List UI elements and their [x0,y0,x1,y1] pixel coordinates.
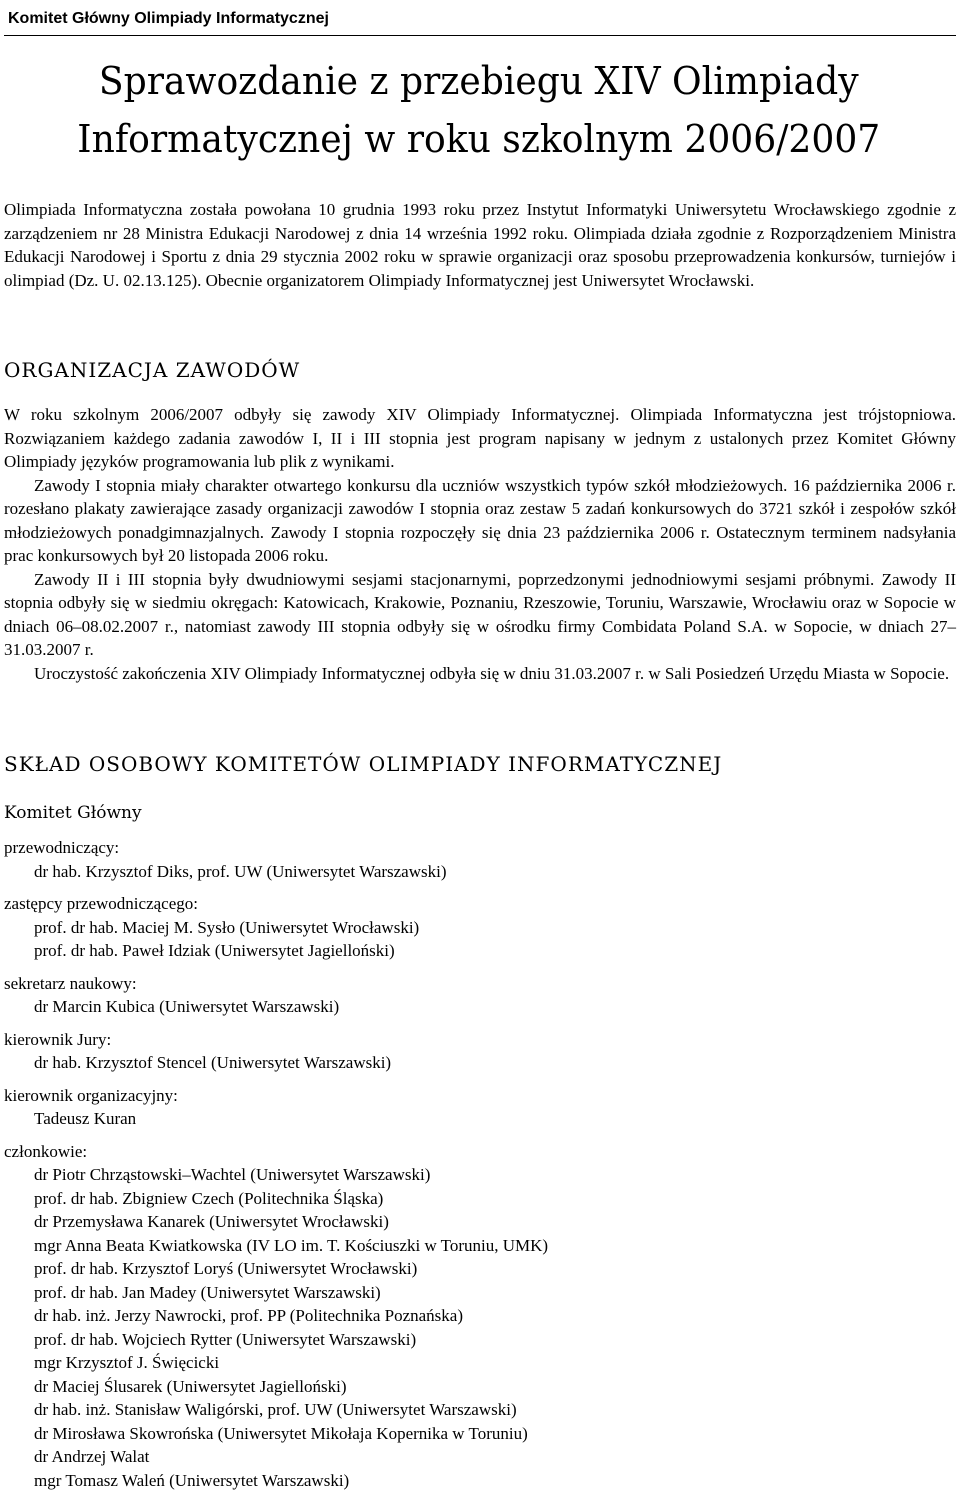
title-line-2: Informatycznej w roku szkolnym 2006/2007 [77,117,881,161]
member-name: prof. dr hab. Krzysztof Loryś (Uniwersytet Wrocławski) [34,1259,418,1278]
member-name: prof. dr hab. Jan Madey (Uniwersytet Warszawski) [34,1282,381,1302]
section-heading-organizacja: ORGANIZACJA ZAWODÓW [4,358,301,382]
member-name: dr hab. Krzysztof Stencel (Uniwersytet Warszawski) [34,1053,392,1072]
member-name: dr Piotr Chrząstowski–Wachtel (Uniwersytet Warszawski) [34,1165,431,1184]
role-kierownik-organizacyjny [4,1084,956,1131]
role-label: sekretarz naukowy: [4,973,137,993]
member-name: Tadeusz Kuran [34,1109,137,1128]
role-zastepcy [4,892,956,963]
member-name: dr hab. inż. Stanisław Waligórski, prof. UW (Uniwersytet Warszawski) [34,1400,517,1419]
organizacja-paragraph: W roku szkolnym 2006/2007 odbyły się zawody XIV Olimpiady Informatycznej. Olimpiada Informatyczna jest trójstopniowa. Rozwiązaniem każdego zadania zawodów I, II i III stopnia jest program napisany w jednym z ustalonych przez Komitet Główny Olimpiady języków programowania lub plik z wynikami. [4,405,956,471]
role-label: kierownik Jury: [4,1029,112,1049]
member-name: mgr Tomasz Waleń (Uniwersytet Warszawski) [34,1470,350,1490]
organizacja-paragraph: Zawody II i III stopnia były dwudniowymi sesjami stacjonarnymi, poprzedzonymi jednodniowymi sesjami próbnymi. Zawody II stopnia odbyły się w siedmiu okręgach: Katowicach, Krakowie, Poznaniu, Rzeszowie, Toruniu, Warszawie, Wrocławiu oraz w Sopocie w dniach 06–08.02.2007 r., natomiast zawody III stopnia odbyły się w ośrodku firmy Combidata Poland S.A. w Sopocie, w dniach 27–31.03.2007 r. [4,569,956,659]
role-label: przewodniczący: [4,838,120,857]
member-name: dr Andrzej Walat [34,1447,150,1466]
member-name: mgr Krzysztof J. Święcicki [34,1353,220,1372]
role-kierownik-jury [4,1028,956,1075]
member-name: prof. dr hab. Wojciech Rytter (Uniwersytet Warszawski) [34,1329,417,1349]
member-name: prof. dr hab. Paweł Idziak (Uniwersytet Jagielloński) [34,941,395,960]
member-name: prof. dr hab. Maciej M. Sysło (Uniwersytet Wrocławski) [34,917,420,937]
role-label: zastępcy przewodniczącego: [4,894,198,913]
member-name: dr Maciej Ślusarek (Uniwersytet Jagielloński) [34,1376,347,1396]
page-title [0,52,958,168]
organizacja-paragraph: Uroczystość zakończenia XIV Olimpiady Informatycznej odbyła się w dniu 31.03.2007 r. w Sali Posiedzeń Urzędu Miasta w Sopocie. [34,663,950,683]
running-header [4,2,956,36]
committee-roles-list [4,836,956,1501]
member-name: dr Przemysława Kanarek (Uniwersytet Wrocławski) [34,1212,389,1231]
organizacja-body [4,403,956,685]
role-przewodniczacy [4,836,956,883]
role-czlonkowie [4,1140,956,1493]
intro-text: Olimpiada Informatyczna została powołana 10 grudnia 1993 roku przez Instytut Informatyki Uniwersytetu Wrocławskiego zgodnie z zarządzeniem nr 28 Ministra Edukacji Narodowej z dnia 14 września 1992 roku. Olimpiada działa zgodnie z Rozporządzeniem Ministra Edukacji Narodowej i Sportu z dnia 29 stycznia 2002 roku w sprawie organizacji oraz sposobu przeprowadzenia konkursów, turniejów i olimpiad (Dz. U. 02.13.125). Obecnie organizatorem Olimpiady Informatycznej jest Uniwersytet Wrocławski. [4,200,956,290]
organizacja-paragraph: Zawody I stopnia miały charakter otwartego konkursu dla uczniów wszystkich typów szkół młodzieżowych. 16 października 2006 r. rozesłano plakaty zawierające zasady organizacji zawodów I stopnia oraz zestaw 5 zadań konkursowych do 3721 szkół i zespołów szkół młodzieżowych ponadgimnazjalnych. Zawody I stopnia rozpoczęły się dnia 23 października 2006 r. Ostatecznym terminem nadsyłania prac konkursowych był 20 listopada 2006 roku. [4,475,956,565]
member-name: mgr Anna Beata Kwiatkowska (IV LO im. T. Kościuszki w Toruniu, UMK) [34,1235,549,1255]
role-sekretarz [4,972,956,1019]
member-name: dr Mirosława Skowrońska (Uniwersytet Mikołaja Kopernika w Toruniu) [34,1423,528,1443]
role-label: członkowie: [4,1141,88,1161]
role-label: kierownik organizacyjny: [4,1085,178,1105]
title-line-1: Sprawozdanie z przebiegu XIV Olimpiady [98,59,859,103]
intro-paragraph [4,198,956,292]
subheading-komitet-glowny: Komitet Główny [4,803,142,823]
header-organization: Komitet Główny Olimpiady Informatycznej [8,10,329,27]
member-name: prof. dr hab. Zbigniew Czech (Politechnika Śląska) [34,1188,384,1208]
member-name: dr hab. Krzysztof Diks, prof. UW (Uniwersytet Warszawski) [34,861,447,881]
member-name: dr hab. inż. Jerzy Nawrocki, prof. PP (Politechnika Poznańska) [34,1306,463,1325]
member-name: dr Marcin Kubica (Uniwersytet Warszawski) [34,997,340,1016]
section-heading-sklad: SKŁAD OSOBOWY KOMITETÓW OLIMPIADY INFORMATYCZNEJ [4,752,723,776]
